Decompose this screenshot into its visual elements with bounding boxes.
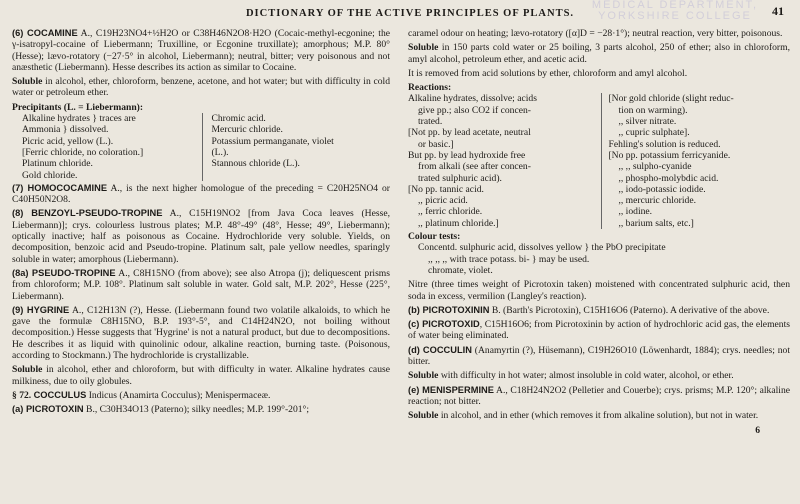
list-item: Concentd. sulphuric acid, dissolves yellow } the PbO precipitate [418,242,666,254]
solubility-text: in alcohol, and in ether (which removes it from alkaline solution), but not in water. [440,410,759,422]
entry-cocculin [408,345,790,368]
list-item: ,, phospho-molybdic acid. [618,172,719,184]
list-item: trated. [418,116,443,128]
entry-body: A., is the next higher homologue of the preceding = C20H25NO4 or C40H50N2O8. [12,182,390,206]
entry-picrotoxinin [408,305,790,316]
list-item: Stannous chloride (L.). [211,158,300,170]
entry-picrotoxin [12,404,390,415]
solubility-note [12,76,390,99]
entry-body: B., C30H34O13 (Paterno); silky needles; M.P. 199°-201°; [86,404,310,416]
entry-cocamine [12,28,390,73]
solubility-text: in alcohol, ether and chloroform, but with difficulty in water. Alkaline hydrates cause milkiness, due to oily globules. [12,364,390,387]
continuation-text: caramel odour on heating; lævo-rotatory ([α]D = −28·1°); neutral reaction, very bitter, poisonous. [408,28,783,39]
entry-homococamine [12,183,390,206]
list-item: [Not pp. by lead acetate, neutral [408,127,531,139]
entry-body: A., C19H23NO4+½H2O or C38H46N2O8·H2O (Cocaic-methyl-ecgonine; the γ-isatropyl-cocaine of Liebermann; Truxilline, or Ecgonine truxillate); amorphous; M.P. 80° (Hesse); lævo-rotatory (−27·5° in alcohol, Liebermann); neutral, bitter; very poisonous and not anæsthetic (Liebermann). Hesse describes its action as similar to Cocaine. [12,28,390,73]
entry-title: (c) PICROTOXID [408,319,480,330]
soluble-label: Soluble [12,364,43,376]
list-item: [No pp. tannic acid. [408,183,484,195]
precipitants-col-2 [211,113,390,181]
left-column [12,28,390,419]
list-item: But pp. by lead hydroxide free [408,149,526,161]
entry-title: (6) COCAMINE [12,28,78,38]
list-item: ,, barium salts, etc.] [618,217,694,229]
list-item: trated sulphuric acid). [418,172,502,184]
entry-picrotoxid [408,319,790,342]
list-item: Ammonia } dissolved. [22,124,109,136]
soluble-label: Soluble [408,370,439,382]
reactions-table [408,93,790,229]
entry-body: A., C18H24N2O2 (Pelletier and Couerbe); crys. prisms; M.P. 120°; alkaline reaction; not bitter. [408,384,790,407]
list-item: ,, ,, ,, with trace potass. bi- } may be used. [428,253,590,265]
list-item: ,, mercuric chloride. [618,195,696,207]
entry-hygrine [12,305,390,361]
signature-mark: 6 [755,424,760,436]
page-number: 41 [772,4,784,18]
section-title: COCCULUS [33,389,87,400]
list-item: Potassium permanganate, violet [211,135,334,147]
entry-pseudo-tropine [12,268,390,302]
solubility-text: with difficulty in hot water; almost insoluble in cold water, alcohol, or ether. [440,370,734,382]
entry-body: (Anamyrtin (?), Hüsemann), C19H26O10 (Löwenhardt, 1884); crys. needles; not bitter. [408,344,790,368]
list-item: Alkaline hydrates } traces are [22,113,136,125]
precipitants-heading: Precipitants (L. = Liebermann): [12,101,144,113]
list-item: give pp.; also CO2 if concen- [418,104,531,116]
colour-tests-heading: Colour tests: [408,231,461,243]
entry-title: (9) HYGRINE [12,304,70,315]
list-item: Mercuric chloride. [211,124,283,136]
list-item: Gold chloride. [22,169,78,181]
entry-body: B. (Barth's Picrotoxin), C15H16O6 (Paterno). A derivative of the above. [491,304,770,316]
nitre-reaction: Nitre (three times weight of Picrotoxin taken) moistened with concentrated sulphuric acid, then soda in excess, vermilion (Langley's reaction). [408,279,790,302]
entry-title: (e) MENISPERMINE [408,384,494,395]
section-72 [12,390,390,401]
colour-tests [408,242,790,276]
list-item: ,, silver nitrate. [618,116,677,128]
list-item: ,, cupric sulphate]. [618,127,690,139]
list-item: Alkaline hydrates, dissolve; acids [408,93,537,105]
list-item: (L.). [211,146,229,158]
library-stamp: MEDICAL DEPARTMENT, YORKSHIRE COLLEGE [591,0,759,22]
solubility-note [12,364,390,387]
entry-title: (8a) PSEUDO-TROPINE [12,267,116,278]
removal-note: It is removed from acid solutions by ether, chloroform and amyl alcohol. [408,67,688,79]
list-item: ,, iodine. [618,206,653,218]
soluble-label: Soluble [408,42,439,54]
list-item: ,, ,, sulpho-cyanide [618,161,692,173]
solubility-text: in 150 parts cold water or 25 boiling, 3 parts alcohol, 250 of ether; also in chloroform, amyl alcohol, petroleum ether, and acetic acid. [408,42,790,65]
list-item: Platinum chloride. [22,158,93,170]
section-number: § 72. [12,389,32,401]
entry-title: (8) BENZOYL-PSEUDO-TROPINE [12,208,163,219]
list-item: [No pp. potassium ferricyanide. [608,149,731,161]
reactions-col-2 [608,93,790,229]
list-item: Fehling's solution is reduced. [608,138,721,150]
entry-title: (7) HOMOCOCAMINE [12,182,108,193]
list-item: chromate, violet. [428,264,493,276]
entry-body: , C15H16O6; from Picrotoxinin by action of hydrochloric acid gas, the elements of water being eliminated. [408,319,790,342]
entry-body: A., C8H15NO (from above); see also Atropa (j); deliquescent prisms from chloroform; M.P. 108°. Platinum salt soluble in water. Gold salt, M.P. 202°, Hesse (225°, Liebermann). [12,267,390,302]
running-title: DICTIONARY OF THE ACTIVE PRINCIPLES OF PLANTS. [245,8,575,19]
solubility-note [408,410,790,421]
reactions-heading: Reactions: [408,82,452,94]
right-column [408,28,790,436]
list-item: from alkali (see after concen- [418,161,531,173]
list-item: Chromic acid. [211,113,266,125]
solubility-note [408,370,790,381]
list-item: ,, picric acid. [418,195,468,207]
solubility-note [408,42,790,65]
entry-menispermine [408,385,790,408]
soluble-label: Soluble [12,76,43,88]
entry-body: A., C15H19NO2 [from Java Coca leaves (Hesse, Liebermann)]; crys. colourless lustrous plates; M.P. 48°-49° (48°, Hesse; 49°, Liebermann); optically inactive; half as poisonous as Cocaine. Hydrochloride very soluble. Yields, on decomposition, benzoic acid and Pseudo-tropine. Platinum salt, pale yellow needles, sparingly soluble in water; amorphous (Liebermann). [12,208,390,265]
solubility-text: in alcohol, ether, chloroform, benzene, acetone, and hot water; but with difficulty in cold water or petroleum ether. [12,76,391,99]
precipitants-table [12,113,390,181]
list-item: or basic.] [418,138,454,150]
section-body: Indicus (Anamirta Cocculus); Menispermaceæ. [88,389,271,401]
list-item: ,, platinum chloride.] [418,217,499,229]
list-item: ,, iodo-potassic iodide. [618,183,706,195]
list-item: ,, ferric chloride. [418,206,483,218]
entry-title: (b) PICROTOXININ [408,304,490,315]
precipitants-col-1 [12,113,203,181]
list-item: [Nor gold chloride (slight reduc- [608,93,734,105]
soluble-label: Soluble [408,410,439,422]
reactions-col-1 [408,93,602,229]
entry-body: A., C12H13N (?), Hesse. (Liebermann found two volatile alkaloids, to which he gave the formulæ C8H15NO, B.P. 193°-5°, and C14H24N2O, not boiling without decomposition.) Hesse suggests that 'Hygrine' is not a natural product, but due to decompositions. He describes it as liquid with quinolinic odour, alkaline reaction, burning taste. (Poisonous, according to Stockmann.) The hydrochloride is crystallizable. [12,304,390,362]
list-item: [Ferric chloride, no coloration.] [22,146,144,158]
entry-title: (a) PICROTOXIN [12,404,84,415]
list-item: tion on warming). [618,104,688,116]
entry-benzoyl-pseudo-tropine [12,208,390,264]
entry-title: (d) COCCULIN [408,344,472,355]
list-item: Picric acid, yellow (L.). [22,135,114,147]
